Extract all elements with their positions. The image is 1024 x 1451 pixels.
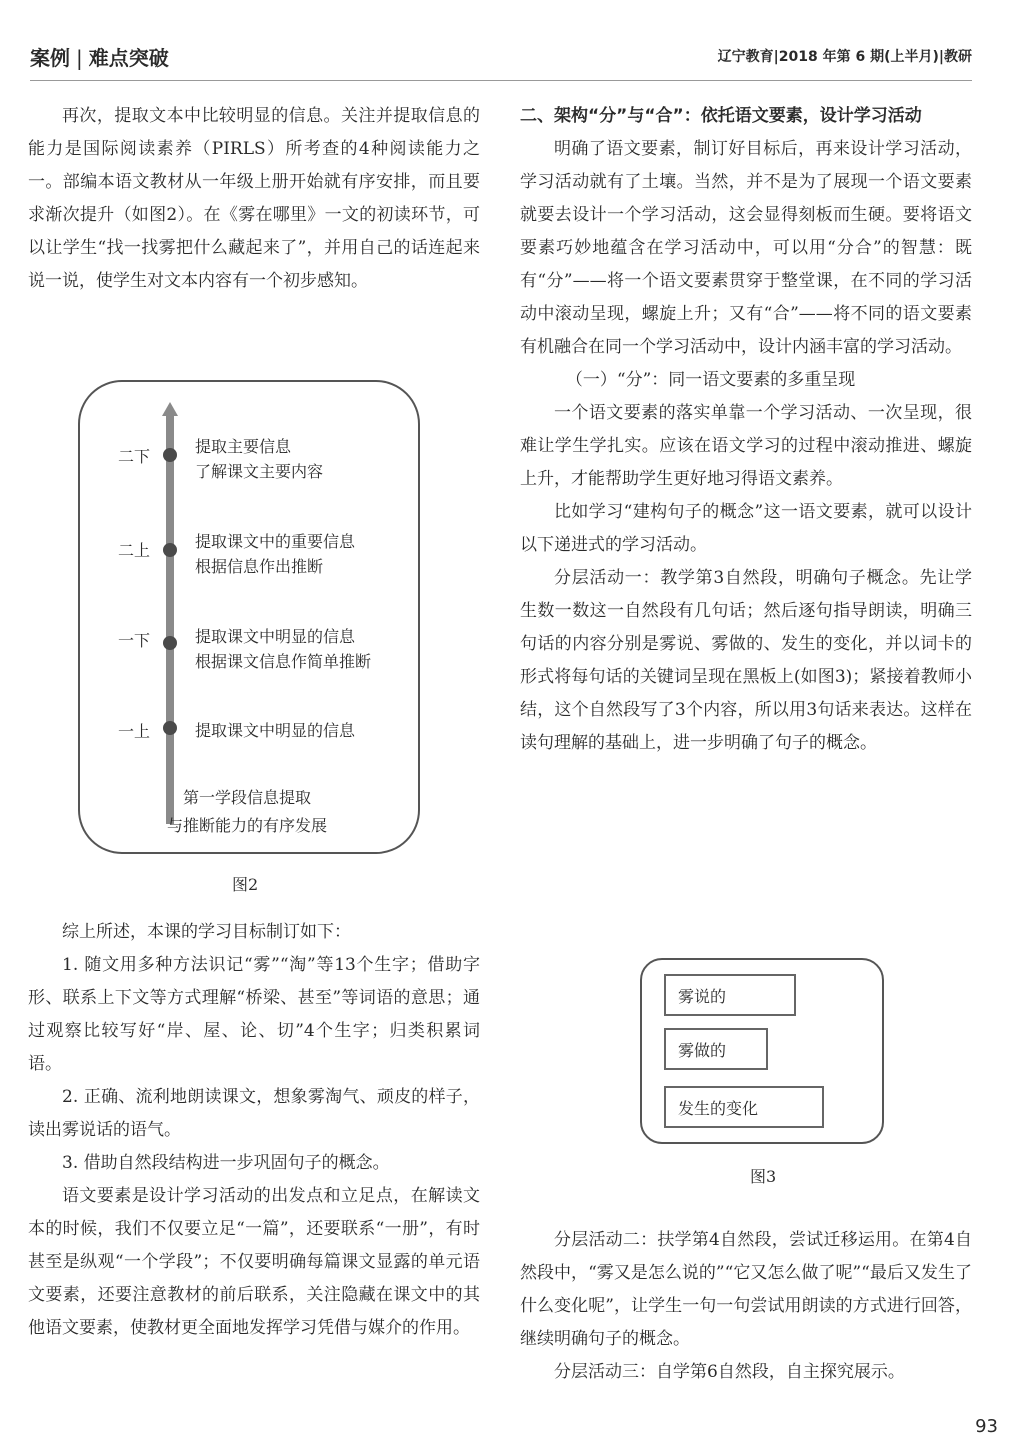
caption-line: 第一学段信息提取: [182, 788, 311, 807]
paragraph: 分层活动二：扶学第4自然段，尝试迁移运用。在第4自然段中，“雾又是怎么说的”“它又怎么做了呢”“最后又发生了什么变化呢”，让学生一句一句尝试用朗读的方式进行回答，继续明确句子的概念。: [520, 1230, 972, 1349]
right-column-top: [520, 100, 972, 760]
journal-info: 辽宁教育|2018 年第 6 期(上半月)|教研: [717, 49, 972, 65]
grade-label: 一下: [118, 631, 151, 650]
paragraph: 综上所述，本课的学习目标制订如下：: [62, 922, 351, 942]
left-column-top: [28, 100, 480, 298]
right-column-bottom: [520, 1224, 972, 1389]
paragraph: 分层活动三：自学第6自然段，自主探究展示。: [554, 1362, 905, 1382]
level-line: 根据信息作出推断: [195, 557, 324, 576]
level-marker: [163, 448, 177, 462]
grade-label: 二上: [118, 541, 151, 560]
paragraph: 比如学习“建构句子的概念”这一语文要素，就可以设计以下递进式的学习活动。: [520, 502, 972, 555]
paragraph: 明确了语文要素，制订好目标后，再来设计学习活动，学习活动就有了土壤。当然，并不是为了展现一个语文要素就要去设计一个学习活动，这会显得刻板而生硬。要将语文要素巧妙地蕴含在学习活动中，可以用“分合”的智慧：既有“分”——将一个语文要素贯穿于整堂课，在不同的学习活动中滚动呈现，螺旋上升；又有“合”——将不同的语文要素有机融合在同一个学习活动中，设计内涵丰富的学习活动。: [520, 139, 972, 357]
word-card: 雾说的: [664, 974, 796, 1016]
level-description: [195, 434, 323, 484]
section-title: 案例: [30, 46, 70, 70]
paragraph: 语文要素是设计学习活动的出发点和立足点，在解读文本的时候，我们不仅要立足“一篇”，还要联系“一册”，有时甚至是纵观“一个学段”；不仅要明确每篇课文显露的单元语文要素，还要注意教材的前后联系，关注隐藏在课文中的其他语文要素，使教材更全面地发挥学习凭借与媒介的作用。: [28, 1186, 480, 1338]
figure-3-label: 图3: [750, 1167, 777, 1186]
paragraph: 分层活动一：教学第3自然段，明确句子概念。先让学生数一数这一自然段有几句话；然后逐句指导朗读，明确三句话的内容分别是雾说、雾做的、发生的变化，并以词卡的形式将每句话的关键词呈现在黑板上(如图3)；紧接着教师小结，这个自然段写了3个内容，所以用3句话来表达。这样在读句理解的基础上，进一步明确了句子的概念。: [520, 568, 972, 753]
paragraph: 3. 借助自然段结构进一步巩固句子的概念。: [62, 1153, 390, 1173]
page-number: 93: [975, 1416, 998, 1437]
level-description: [195, 718, 355, 743]
level-marker: [163, 636, 177, 650]
level-line: 提取课文中明显的信息: [195, 721, 356, 740]
paragraph: 1. 随文用多种方法识记“雾”“淘”等13个生字；借助字形、联系上下文等方式理解“桥梁、甚至”等词语的意思；通过观察比较写好“岸、屋、论、切”4个生字；归类积累词语。: [28, 955, 480, 1074]
level-marker: [163, 721, 177, 735]
section-heading: 二、架构“分”与“合”：依托语文要素，设计学习活动: [520, 106, 922, 126]
caption-line: 与推断能力的有序发展: [166, 816, 327, 835]
word-card: 发生的变化: [664, 1086, 824, 1128]
level-description: [195, 624, 371, 674]
figure-2-label: 图2: [232, 875, 259, 894]
subsection-title: 难点突破: [88, 46, 169, 70]
word-card: 雾做的: [664, 1028, 768, 1070]
header-rule: [30, 80, 972, 81]
paragraph: 一个语文要素的落实单靠一个学习活动、一次呈现，很难让学生学扎实。应该在语文学习的过程中滚动推进、螺旋上升，才能帮助学生更好地习得语文素养。: [520, 403, 972, 489]
level-line: 提取课文中明显的信息: [195, 627, 356, 646]
grade-label: 一上: [118, 722, 151, 741]
section-header: [30, 42, 169, 71]
level-description: [195, 529, 355, 579]
subsection-heading: （一）“分”：同一语文要素的多重呈现: [565, 370, 856, 390]
left-column-bottom: [28, 916, 480, 1345]
level-line: 了解课文主要内容: [195, 462, 324, 481]
paragraph: 2. 正确、流利地朗读课文，想象雾淘气、顽皮的样子，读出雾说话的语气。: [28, 1087, 480, 1140]
header-divider: |: [76, 46, 83, 70]
figure-2-caption: [78, 784, 416, 840]
level-marker: [163, 543, 177, 557]
level-line: 根据课文信息作简单推断: [195, 652, 372, 671]
level-line: 提取课文中的重要信息: [195, 532, 356, 551]
paragraph: 再次，提取文本中比较明显的信息。关注并提取信息的能力是国际阅读素养（PIRLS）所考查的4种阅读能力之一。部编本语文教材从一年级上册开始就有序安排，而且要求渐次提升（如图2）。在《雾在哪里》一文的初读环节，可以让学生“找一找雾把什么藏起来了”，并用自己的话连起来说一说，使学生对文本内容有一个初步感知。: [28, 106, 480, 291]
grade-label: 二下: [118, 447, 151, 466]
progression-axis: [166, 414, 174, 824]
level-line: 提取主要信息: [195, 437, 292, 456]
